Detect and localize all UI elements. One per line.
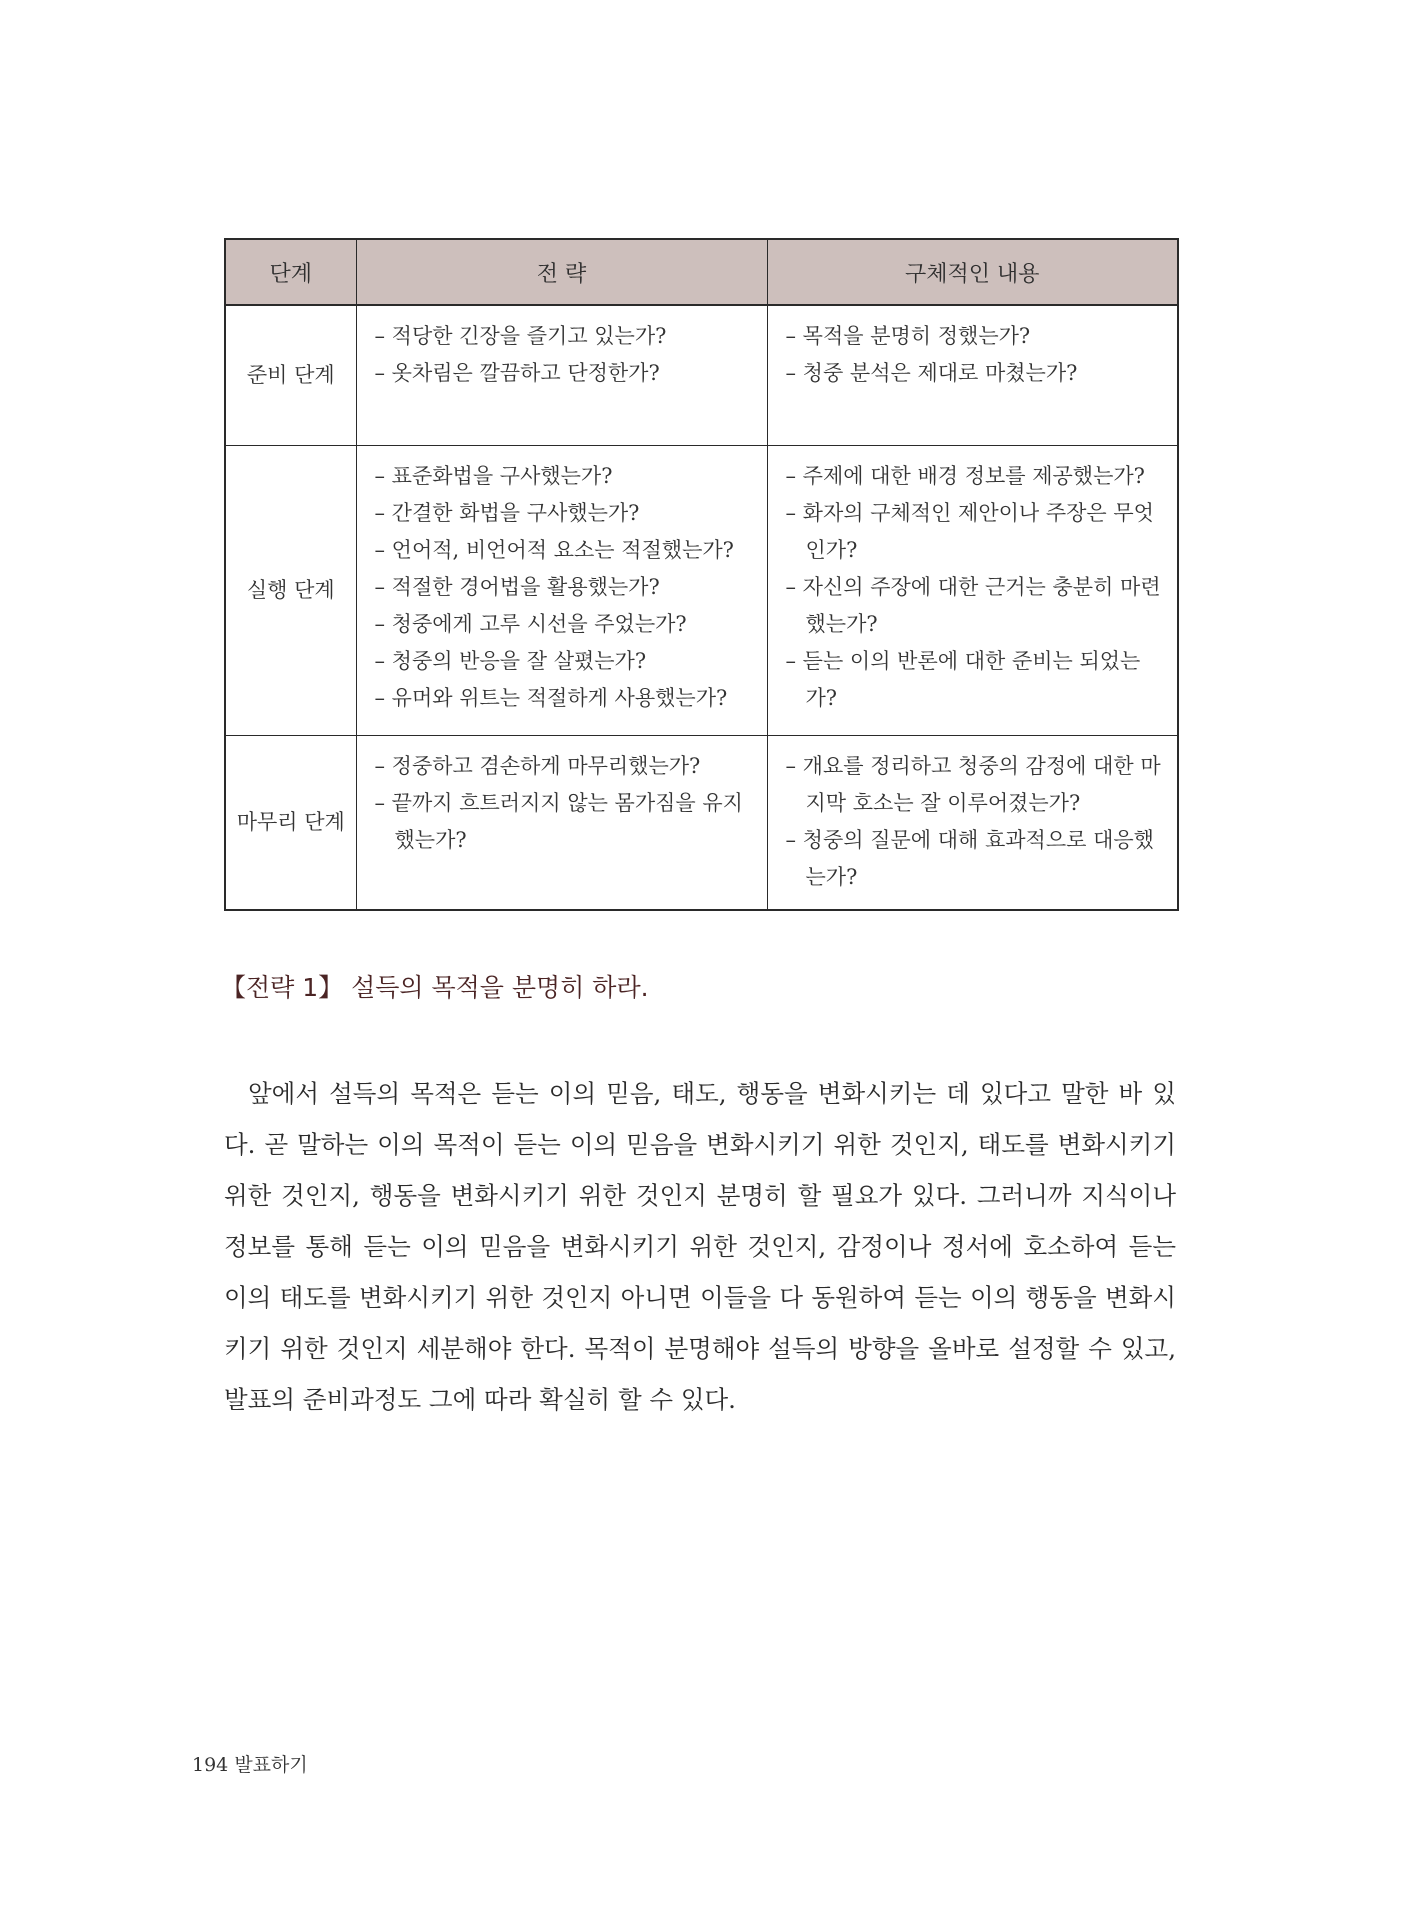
list-item: – 자신의 주장에 대한 근거는 충분히 마련했는가?: [785, 574, 1161, 636]
list-item: – 표준화법을 구사했는가?: [374, 463, 613, 488]
header-strategy: 전 략: [356, 239, 767, 305]
table-row-execution: [225, 445, 1178, 735]
table-row-preparation: [225, 305, 1178, 445]
header-stage: 단계: [225, 239, 356, 305]
list-item: – 청중의 반응을 잘 살폈는가?: [374, 648, 647, 673]
list-item: – 청중 분석은 제대로 마쳤는가?: [785, 361, 1078, 385]
strategy-cell: [356, 445, 767, 735]
list-item: – 끝까지 흐트러지지 않는 몸가짐을 유지했는가?: [374, 790, 743, 852]
strategy-cell: [356, 735, 767, 910]
page-footer: [192, 1750, 308, 1777]
list-item: – 적당한 긴장을 즐기고 있는가?: [374, 324, 667, 348]
table-header-row: [225, 239, 1178, 305]
list-item: – 옷차림은 깔끔하고 단정한가?: [374, 361, 660, 385]
body-paragraph: 앞에서 설득의 목적은 듣는 이의 믿음, 태도, 행동을 변화시키는 데 있다고 말한 바 있다. 곧 말하는 이의 목적이 듣는 이의 믿음을 변화시키기 위한 것인지, 태도를 변화시키기 위한 것인지, 행동을 변화시키기 위한 것인지 분명히 할 필요가 있다. 그러니까 지식이나 정보를 통해 듣는 이의 믿음을 변화시키기 위한 것인지, 감정이나 정서에 호소하여 듣는 이의 태도를 변화시키기 위한 것인지 아니면 이들을 다 동원하여 듣는 이의 행동을 변화시키기 위한 것인지 세분해야 한다. 목적이 분명해야 설득의 방향을 올바로 설정할 수 있고, 발표의 준비과정도 그에 따라 확실히 할 수 있다.: [224, 1079, 1176, 1414]
list-item: – 주제에 대한 배경 정보를 제공했는가?: [785, 463, 1145, 488]
list-item: – 화자의 구체적인 제안이나 주장은 무엇인가?: [785, 500, 1154, 562]
list-item: – 청중에게 고루 시선을 주었는가?: [374, 611, 687, 636]
list-item: – 청중의 질문에 대해 효과적으로 대응했는가?: [785, 827, 1154, 889]
list-item: – 적절한 경어법을 활용했는가?: [374, 574, 660, 599]
list-item: – 유머와 위트는 적절하게 사용했는가?: [374, 685, 728, 710]
details-cell: [767, 305, 1178, 445]
details-cell: [767, 445, 1178, 735]
stage-cell: 실행 단계: [225, 445, 356, 735]
details-cell: [767, 735, 1178, 910]
stage-cell: 준비 단계: [225, 305, 356, 445]
header-details: 구체적인 내용: [767, 239, 1178, 305]
table-row-closing: [225, 735, 1178, 910]
page-number: 194: [192, 1754, 229, 1776]
section-heading: 【전략 1】 설득의 목적을 분명히 하라.: [221, 973, 649, 1002]
book-title: 발표하기: [234, 1754, 308, 1776]
strategy-cell: [356, 305, 767, 445]
list-item: – 간결한 화법을 구사했는가?: [374, 500, 640, 525]
list-item: – 언어적, 비언어적 요소는 적절했는가?: [374, 537, 734, 562]
list-item: – 개요를 정리하고 청중의 감정에 대한 마지막 호소는 잘 이루어졌는가?: [785, 753, 1161, 815]
list-item: – 목적을 분명히 정했는가?: [785, 324, 1031, 348]
stage-cell: 마무리 단계: [225, 735, 356, 910]
list-item: – 정중하고 겸손하게 마무리했는가?: [374, 753, 701, 778]
presentation-checklist-table: [224, 238, 1179, 911]
list-item: – 듣는 이의 반론에 대한 준비는 되었는가?: [785, 648, 1141, 710]
